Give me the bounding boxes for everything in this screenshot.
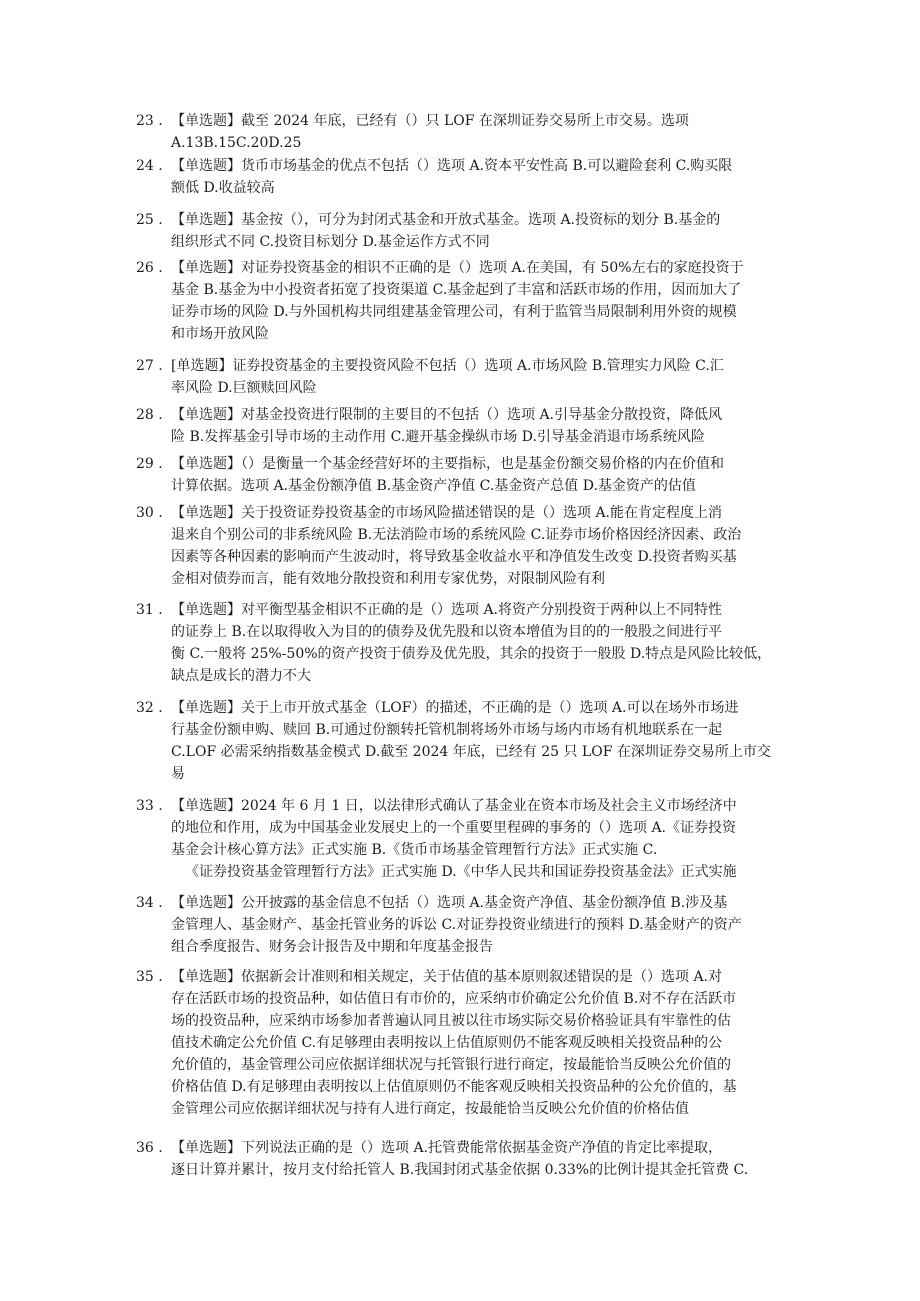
question-number: 36 . (136, 1140, 163, 1156)
question-text-line: 【单选题】依据新会计准则和相关规定，关于估值的基本原则叙述错误的是（）选项 A.对 (171, 969, 723, 985)
question-text-line: 逐日计算并累计，按月支付给托管人 B.我国封闭式基金依据 0.33%的比例计提其金托管费 C. (171, 1162, 749, 1178)
question-number: 30 . (136, 505, 163, 521)
question-number: 23 . (136, 113, 163, 129)
question-text-line: A.13B.15C.20D.25 (171, 135, 302, 151)
question-text-line: 组织形式不同 C.投资目标划分 D.基金运作方式不同 (171, 234, 490, 250)
question-text-line: 金管理公司应依据详细状况与持有人进行商定，按最能恰当反映公允价值的价格估值 (171, 1101, 689, 1117)
question-number: 26 . (136, 260, 163, 276)
question-text-line: 衡 C.一般将 25%-50%的资产投资于债券及优先股，其余的投资于一般股 D.特点是风险比较低， (171, 646, 772, 662)
question-text-line: 价格估值 D.有足够理由表明按以上估值原则仍不能客观反映相关投资品种的公允价值的，基 (171, 1079, 737, 1095)
question-text-line: 易 (171, 766, 185, 782)
question-text-line: 存在活跃市场的投资品种，如估值日有市价的，应采纳市价确定公允价值 B.对不存在活跃市 (171, 991, 737, 1007)
question-text-line: 因素等各种因素的影响而产生波动时，将导致基金收益水平和净值发生改变 D.投资者购买基 (171, 549, 737, 565)
question-number: 27 . (136, 358, 163, 374)
question-text-line: 【单选题】2024 年 6 月 1 日，以法律形式确认了基金业在资本市场及社会主义市场经济中 (171, 798, 737, 814)
question-text-line: 金管理人、基金财产、基金托管业务的诉讼 C.对证券投资业绩进行的预料 D.基金财产的资产 (171, 917, 742, 933)
question-number: 28 . (136, 407, 163, 423)
question-text-line: C.LOF 必需采纳指数基金模式 D.截至 2024 年底，已经有 25 只 LOF 在深圳证券交易所上市交 (171, 744, 771, 760)
question-text-line: 值技术确定公允价值 C.有足够理由表明按以上估值原则仍不能客观反映相关投资品种的公 (171, 1035, 723, 1051)
question-number: 33 . (136, 798, 163, 814)
question-text-line: 【单选题】（）是衡量一个基金经营好坏的主要指标，也是基金份额交易价格的内在价值和 (171, 456, 724, 472)
question-text-line: 【单选题】下列说法正确的是（）选项 A.托管费能常依据基金资产净值的肯定比率提取， (171, 1140, 723, 1156)
question-text-line: 行基金份额申购、赎回 B.可通过份额转托管机制将场外市场与场内市场有机地联系在一起 (171, 722, 723, 738)
question-number: 31 . (136, 602, 163, 618)
question-text-line: 允价值的，基金管理公司应依据详细状况与托管银行进行商定，按最能恰当反映公允价值的 (171, 1057, 731, 1073)
question-text-line: [单选题】证券投资基金的主要投资风险不包括（）选项 A.市场风险 B.管理实力风险 C.汇 (171, 358, 724, 374)
question-text-line: 退来自个别公司的非系统风险 B.无法消险市场的系统风险 C.证券市场价格因经济因素、政治 (171, 527, 742, 543)
question-number: 34 . (136, 895, 163, 911)
question-text-line: 基金 B.基金为中小投资者拓宽了投资渠道 C.基金起到了丰富和活跃市场的作用，因而加大了 (171, 282, 742, 298)
question-text-line: 【单选题】货币市场基金的优点不包括（）选项 A.资本平安性高 B.可以避险套利 C.购买限 (171, 158, 733, 174)
question-text-line: 计算依据。选项 A.基金份额净值 B.基金资产净值 C.基金资产总值 D.基金资产的估值 (171, 478, 696, 494)
question-text-line: 场的投资品种，应采纳市场参加者普遍认同且被以往市场实际交易价格验证具有牢靠性的估 (171, 1013, 731, 1029)
question-text-line: 金相对债券而言，能有效地分散投资和利用专家优势，对限制风险有利 (171, 571, 605, 587)
question-number: 32 . (136, 700, 163, 716)
question-text-line: 【单选题】关于投资证券投资基金的市场风险描述错误的是（）选项 A.能在肯定程度上消 (171, 505, 723, 521)
question-text-line: 额低 D.收益较高 (171, 180, 275, 196)
question-number: 29 . (136, 456, 163, 472)
question-text-line: 【单选题】基金按（），可分为封闭式基金和开放式基金。选项 A.投资标的划分 B.基金的 (171, 212, 721, 228)
question-text-line: 和市场开放风险 (171, 326, 269, 342)
question-text-line: 【单选题】公开披露的基金信息不包括（）选项 A.基金资产净值、基金份额净值 B.涉及基 (171, 895, 728, 911)
question-text-line: 【单选题】对平衡型基金相识不正确的是（）选项 A.将资产分别投资于两种以上不同特性 (171, 602, 723, 618)
question-text-line: 组合季度报告、财务会计报告及中期和年度基金报告 (171, 939, 493, 955)
question-text-line: 险 B.发挥基金引导市场的主动作用 C.避开基金操纵市场 D.引导基金消退市场系统风险 (171, 429, 705, 445)
question-text-line: 【单选题】关于上市开放式基金（LOF）的描述，不正确的是（）选项 A.可以在场外市场进 (171, 700, 739, 716)
question-text-line: 率风险 D.巨额赎回风险 (171, 380, 317, 396)
question-text-line: 的证券上 B.在以取得收入为目的的债券及优先股和以资本增值为目的的一般股之间进行平 (171, 624, 723, 640)
question-text-line: 证券市场的风险 D.与外国机构共同组建基金管理公司，有利于监管当局限制利用外资的规模 (171, 304, 737, 320)
question-text-line: 【单选题】对基金投资进行限制的主要目的不包括（）选项 A.引导基金分散投资，降低风 (171, 407, 723, 423)
question-text-line: 《证券投资基金管理暂行方法》正式实施 D.《中华人民共和国证券投资基金法》正式实施 (185, 864, 737, 880)
question-number: 35 . (136, 969, 163, 985)
question-text-line: 【单选题】截至 2024 年底，已经有（）只 LOF 在深圳证券交易所上市交易。选项 (171, 113, 689, 129)
question-text-line: 基金会计核心算方法》正式实施 B.《货币市场基金管理暂行方法》正式实施 C. (171, 842, 658, 858)
question-text-line: 的地位和作用，成为中国基金业发展史上的一个重要里程碑的事务的（）选项 A.《证券投资 (171, 820, 737, 836)
question-text-line: 【单选题】对证券投资基金的相识不正确的是（）选项 A.在美国，有 50%左右的家庭投资于 (171, 260, 744, 276)
question-text-line: 缺点是成长的潜力不大 (171, 668, 311, 684)
question-number: 24 . (136, 158, 163, 174)
question-number: 25 . (136, 212, 163, 228)
